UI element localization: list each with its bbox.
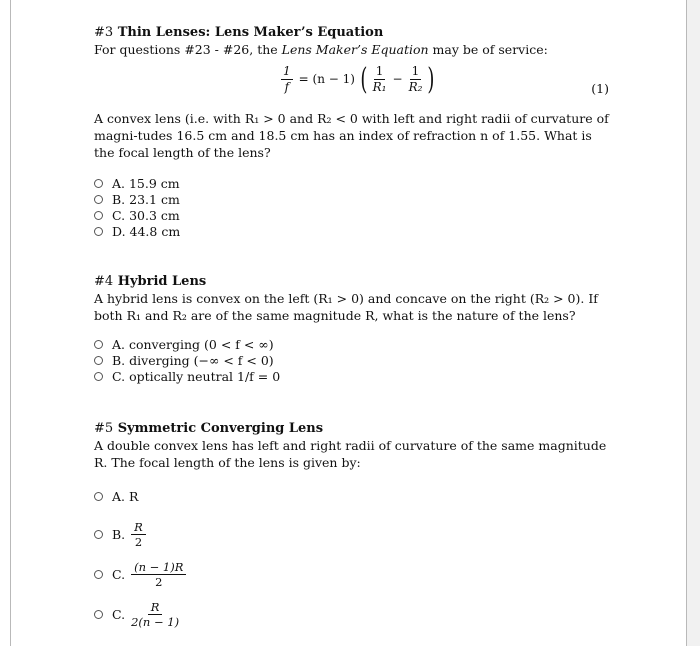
radio-icon[interactable]: [94, 227, 103, 236]
q5-choice-a[interactable]: A. R: [94, 487, 609, 505]
q5-body: A double convex lens has left and right radii of curvature of the same magnitude R. The focal length of the lens is given by:: [94, 438, 607, 470]
q5-choice-c1[interactable]: C. (n − 1)R 2: [94, 557, 609, 591]
q4-choice-b[interactable]: B. diverging (−∞ < f < 0): [94, 352, 609, 368]
q3-body: A convex lens (i.e. with R₁ > 0 and R₂ < 0 with left and right radii of curvature of magni-tudes 16.5 cm and 18.5 cm has an index of refraction n of 1.55. What is the focal length of the lens?: [94, 111, 609, 160]
q4-choice-c[interactable]: C. optically neutral 1/f = 0: [94, 368, 609, 384]
equation-close-paren: ): [427, 61, 435, 97]
document-content: [94, 24, 609, 631]
radio-icon[interactable]: [94, 179, 103, 188]
q3-choice-a[interactable]: A. 15.9 cm: [94, 175, 609, 191]
radio-icon[interactable]: [94, 340, 103, 349]
q3-intro: For questions #23 - #26, the Lens Maker’s Equation may be of service:: [94, 42, 548, 57]
q5-heading: [94, 420, 609, 437]
equation-middle: = (n − 1): [298, 72, 355, 86]
page-shadow: [687, 0, 700, 646]
q3-choice-c[interactable]: C. 30.3 cm: [94, 207, 609, 223]
lens-maker-equation: [94, 58, 609, 110]
page-border-left: [10, 0, 11, 646]
q5-choices: [94, 487, 609, 631]
q4-body: A hybrid lens is convex on the left (R₁ > 0) and concave on the right (R₂ > 0). If both R₁ and R₂ are of the same magnitude R, what is the nature of the lens?: [94, 291, 598, 323]
equation-lhs: $\frac{1}{f}$: [283, 64, 291, 94]
q3-choices: [94, 175, 609, 239]
question-3: [94, 24, 609, 239]
question-5: [94, 420, 609, 631]
q5-choice-b-fraction: R 2: [131, 520, 146, 549]
q5-choice-b[interactable]: B. R 2: [94, 517, 609, 551]
radio-icon[interactable]: [94, 492, 103, 501]
equation-open-paren: (: [360, 61, 368, 97]
question-4: [94, 273, 609, 384]
radio-icon[interactable]: [94, 356, 103, 365]
q5-number: #5: [94, 421, 114, 436]
q4-number: #4: [94, 274, 114, 289]
equation-number: (1): [591, 81, 609, 96]
equation-body: [278, 61, 437, 97]
q4-choice-a[interactable]: A. converging (0 < f < ∞): [94, 336, 609, 352]
radio-icon[interactable]: [94, 372, 103, 381]
q3-title: Thin Lenses: Lens Maker’s Equation: [117, 25, 384, 40]
q4-heading: [94, 273, 609, 290]
radio-icon[interactable]: [94, 211, 103, 220]
q5-choice-c1-fraction: (n − 1)R 2: [131, 560, 186, 589]
q4-title: Hybrid Lens: [117, 274, 207, 289]
q3-choice-d[interactable]: D. 44.8 cm: [94, 223, 609, 239]
radio-icon[interactable]: [94, 570, 103, 579]
radio-icon[interactable]: [94, 610, 103, 619]
q5-choice-c2-fraction: R 2(n − 1): [131, 599, 180, 629]
q5-choice-c2[interactable]: C. R 2(n − 1): [94, 597, 609, 631]
radio-icon[interactable]: [94, 195, 103, 204]
q3-number: #3: [94, 25, 114, 40]
q3-heading: [94, 24, 609, 41]
radio-icon[interactable]: [94, 530, 103, 539]
equation-term-2: $\frac{1}{\text{R₂}}$: [408, 64, 423, 94]
equation-minus: −: [392, 72, 403, 86]
q4-choices: [94, 336, 609, 384]
q3-choice-b[interactable]: B. 23.1 cm: [94, 191, 609, 207]
equation-term-1: $\frac{1}{\text{R₁}}$: [372, 64, 387, 94]
q5-title: Symmetric Converging Lens: [117, 421, 324, 436]
